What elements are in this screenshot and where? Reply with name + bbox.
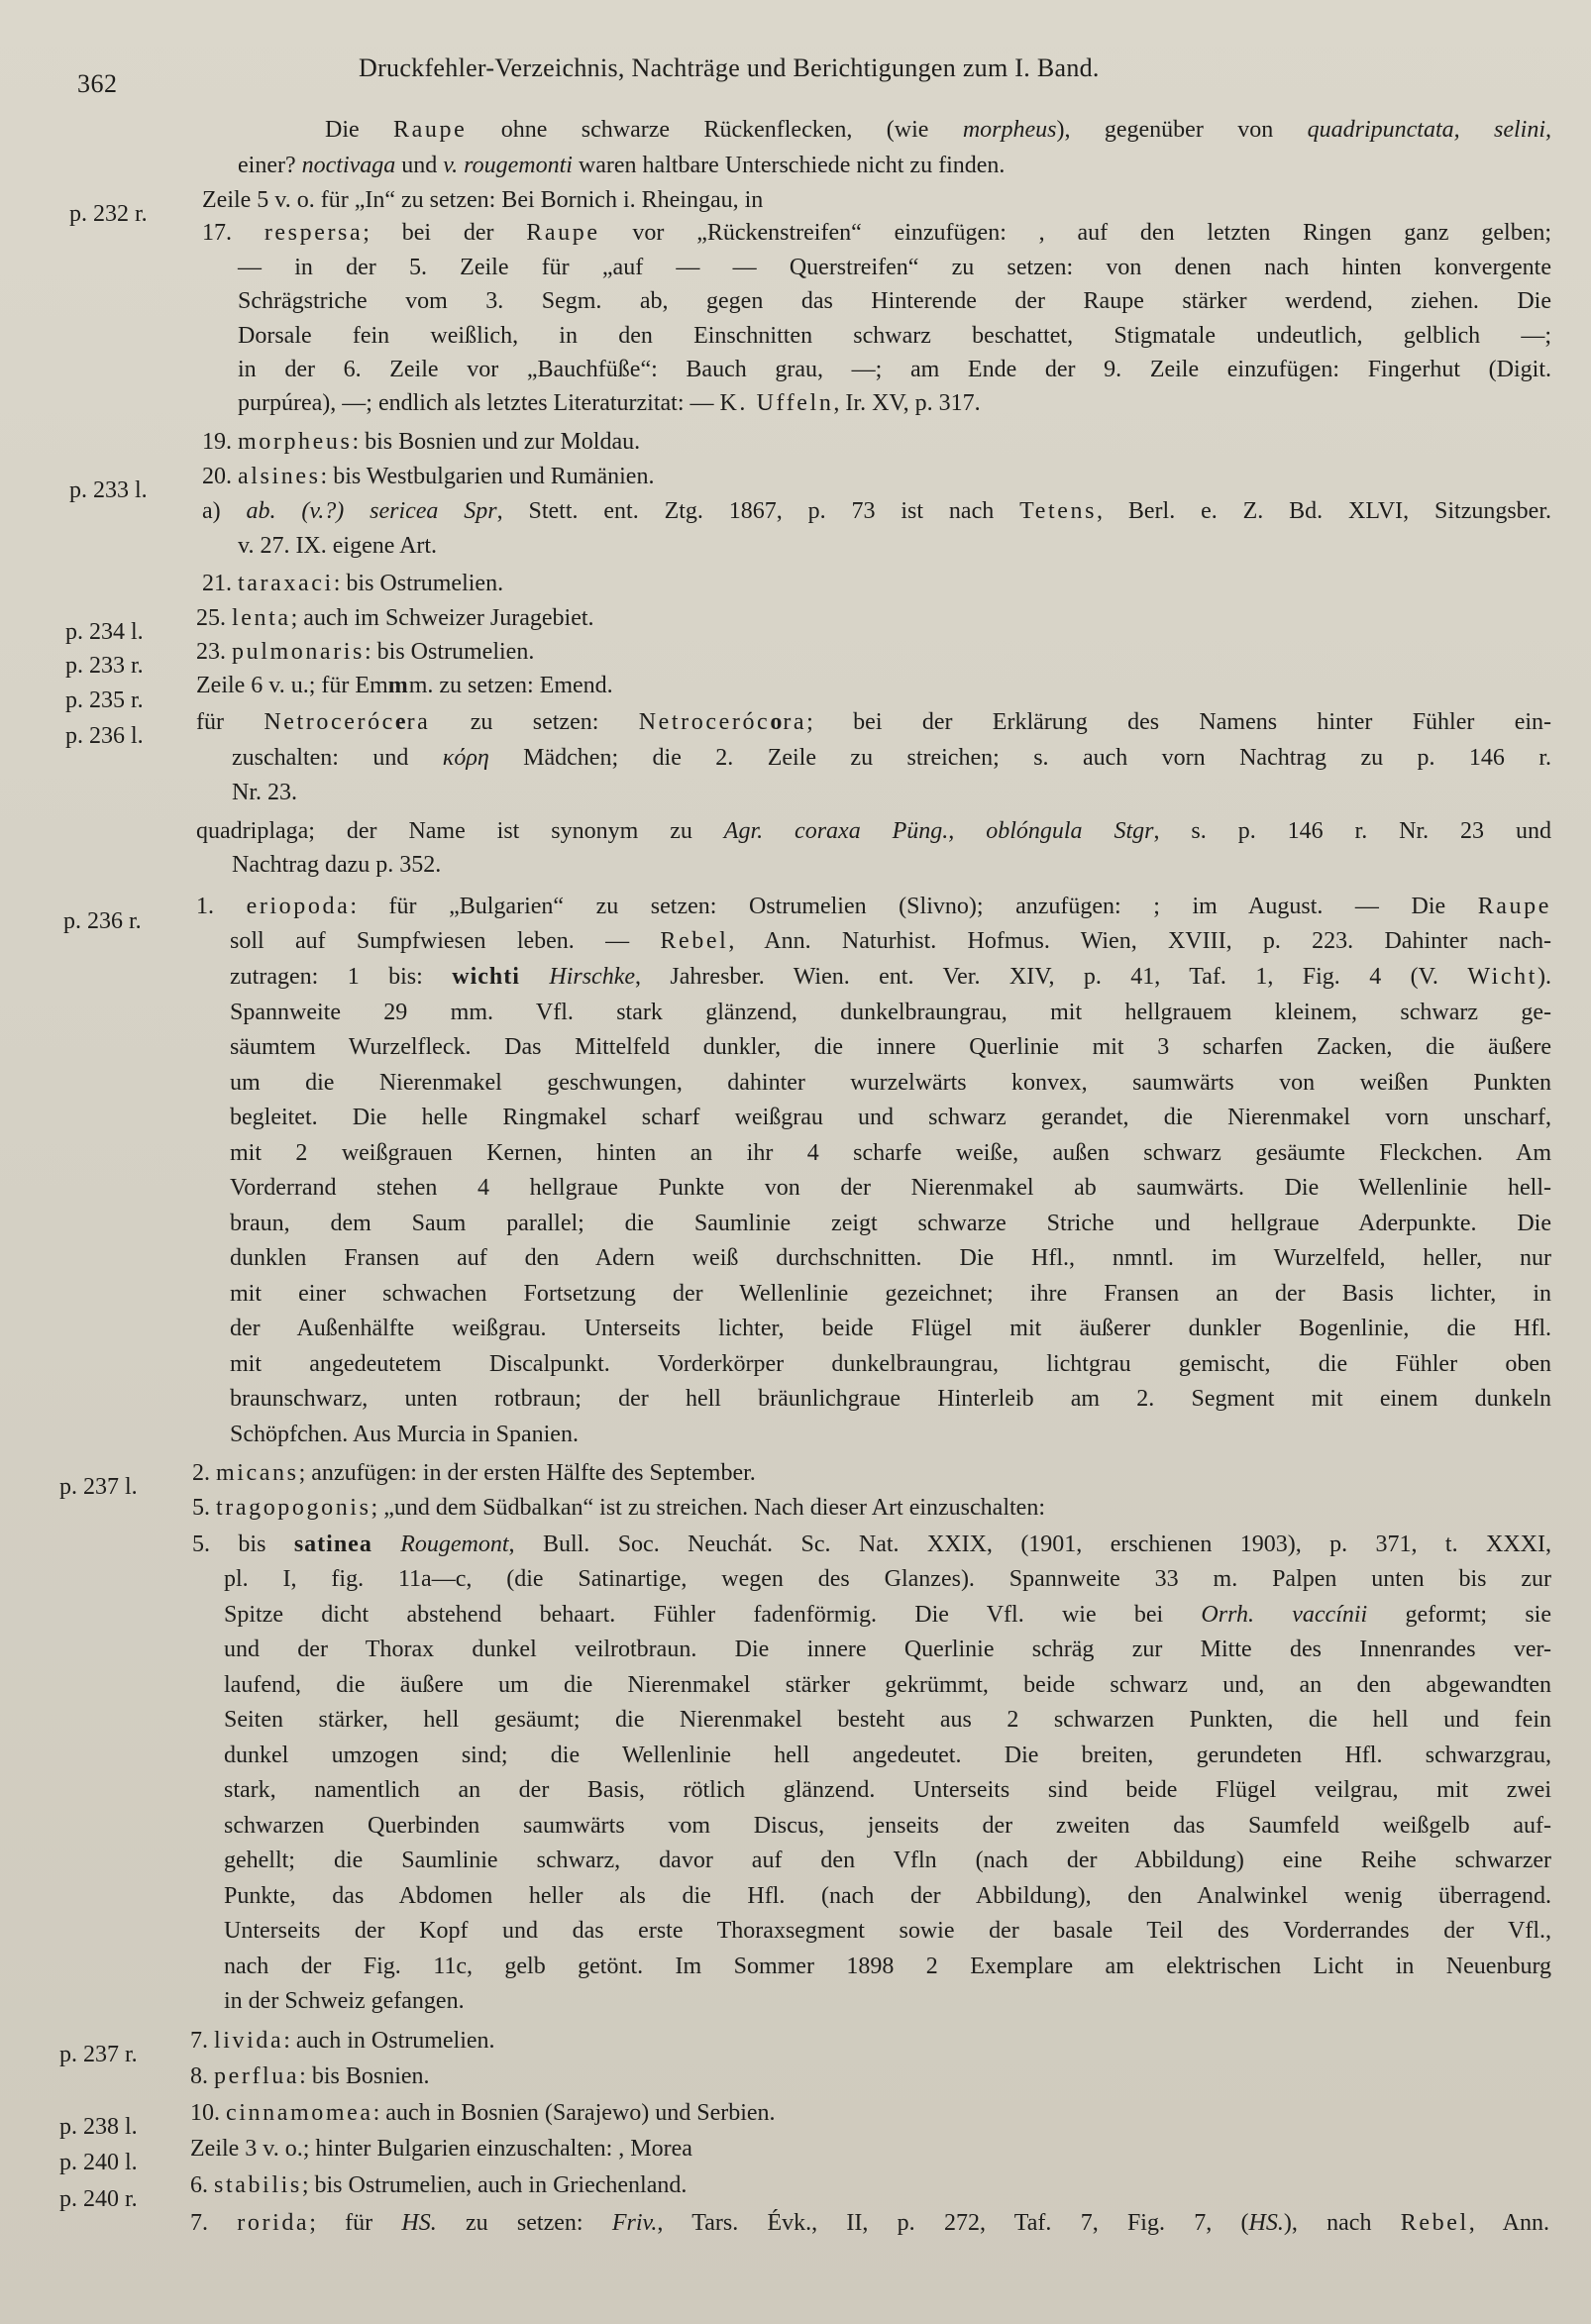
text-line — [224, 1598, 1551, 1632]
text-segment: dunkel umzogen sind; die Wellenlinie hell angedeutet. Die breiten, gerundeten Hfl. schwarzgrau, — [224, 1743, 1551, 1768]
text-segment: , Ann. Naturhist. Hofmus. Wien, XVIII, p. 223. Dahinter nach- — [728, 928, 1552, 954]
text-line — [196, 705, 1551, 739]
text-segment: ). — [1538, 964, 1552, 990]
text-line — [224, 1773, 1551, 1807]
text-segment: 7. — [190, 2028, 214, 2054]
text-segment — [520, 964, 549, 990]
text-segment: 6. — [190, 2172, 214, 2198]
text-segment: HS. — [1248, 2210, 1284, 2236]
text-line — [196, 635, 711, 669]
text-line — [196, 814, 1551, 848]
text-line — [230, 1382, 1551, 1416]
text-segment: ; für — [309, 2210, 402, 2236]
text-segment: , Tars. Évk., II, p. 272, Taf. 7, Fig. 7, ( — [657, 2210, 1249, 2236]
text-segment: um die Nierenmakel geschwungen, dahinter wurzelwärts konvex, saumwärts von weißen Punkten — [230, 1070, 1551, 1096]
text-segment: cinnamomea — [226, 2100, 373, 2126]
text-line — [230, 1101, 1551, 1134]
text-segment: begleitet. Die helle Ringmakel scharf weißgrau und schwarz gerandet, die Nierenmakel vorn unscharf, — [230, 1105, 1551, 1130]
text-segment: schwarzen Querbinden saumwärts vom Discus, jenseits der zweiten das Saumfeld weißgelb auf- — [224, 1813, 1551, 1839]
text-line — [230, 1312, 1551, 1345]
text-segment: quadripunctata, selini, — [1307, 117, 1551, 143]
text-segment: vor „Rückenstreifen“ einzufügen: , auf den letzten Ringen ganz gelben; — [599, 220, 1552, 246]
text-line — [224, 1703, 1551, 1737]
text-segment: 19. — [202, 429, 238, 455]
text-segment: Netroceróc — [638, 709, 771, 735]
text-line — [190, 2168, 874, 2202]
text-line — [196, 601, 751, 635]
text-segment — [372, 1532, 400, 1557]
running-head: Druckfehler-Verzeichnis, Nachträge und Berichtigungen zum I. Band. — [359, 53, 1100, 82]
text-segment: ohne schwarze Rückenflecken, (wie — [467, 117, 963, 143]
text-line — [192, 1491, 1411, 1525]
text-segment: 17. — [202, 220, 265, 246]
text-segment: mit einer schwachen Fortsetzung der Wellenlinie gezeichnet; ihre Fransen an der Basis lichter, in — [230, 1281, 1551, 1307]
text-segment: Dorsale fein weißlich, in den Einschnitten schwarz beschattet, Stigmatale undeutlich, gelblich —; — [238, 323, 1551, 349]
text-segment: Rebel — [1400, 2210, 1469, 2236]
text-segment: : bis Ostrumelien. — [365, 639, 535, 665]
text-line — [238, 353, 1551, 386]
text-segment: Rebel — [660, 928, 729, 954]
text-segment: m. zu setzen: Emend. — [408, 673, 613, 698]
text-segment: ; anzufügen: in der ersten Hälfte des September. — [298, 1460, 756, 1486]
text-segment: Wicht — [1467, 964, 1538, 990]
text-segment: , Bull. Soc. Neuchát. Sc. Nat. XXIX, (1901, erschienen 1903), p. 371, t. XXXI, — [508, 1532, 1551, 1557]
text-segment: Zeile 6 v. u.; für Em — [196, 673, 388, 698]
page-reference: p. 233 r. — [65, 653, 144, 679]
text-line — [232, 776, 351, 809]
text-line — [190, 2060, 517, 2093]
text-segment: 5. — [192, 1495, 216, 1521]
text-segment: ; auch im Schweizer Juragebiet. — [290, 605, 594, 631]
page-reference: p. 236 r. — [63, 908, 142, 934]
text-segment: Seiten stärker, hell gesäumt; die Nierenmakel besteht aus 2 schwarzen Punkten, die hell und fein — [224, 1707, 1551, 1733]
text-segment: Schöpfchen. Aus Murcia in Spanien. — [230, 1422, 579, 1447]
text-segment: Orrh. vaccínii — [1201, 1602, 1368, 1628]
text-line — [192, 1528, 1551, 1561]
text-line — [230, 960, 1551, 994]
text-segment: : auch in Ostrumelien. — [283, 2028, 495, 2054]
text-segment: Tetens — [1019, 498, 1098, 524]
page-reference: p. 237 r. — [59, 2042, 138, 2067]
text-line — [190, 2132, 894, 2166]
text-segment: ), nach — [1283, 2210, 1401, 2236]
text-segment: Spitze dicht abstehend behaart. Fühler fadenförmig. Die Vfl. wie bei — [224, 1602, 1202, 1628]
text-segment: Vorderrand stehen 4 hellgraue Punkte von der Nierenmakel ab saumwärts. Die Wellenlinie hell- — [230, 1175, 1551, 1201]
text-segment: waren haltbare Unterschiede nicht zu finden. — [572, 153, 1006, 178]
text-segment: : bis Bosnien. — [299, 2063, 430, 2089]
text-line — [230, 1277, 1551, 1311]
text-line — [230, 1171, 1551, 1205]
text-line — [202, 183, 1014, 217]
text-segment: v. 27. IX. eigene Art. — [238, 533, 438, 559]
text-segment: Netroceróc — [264, 709, 395, 735]
text-segment: , Berl. e. Z. Bd. XLVI, Sitzungsber. — [1097, 498, 1552, 524]
text-line — [224, 1668, 1551, 1702]
text-segment: morpheus — [238, 429, 353, 455]
text-segment: einer? — [238, 153, 302, 178]
text-segment: : auch in Bosnien (Sarajewo) und Serbien. — [372, 2100, 776, 2126]
page-reference: p. 240 l. — [59, 2150, 138, 2175]
text-segment: ra — [406, 709, 431, 735]
page-reference: p. 238 l. — [59, 2114, 138, 2140]
text-line — [224, 1809, 1551, 1843]
page-reference: p. 237 l. — [59, 1474, 138, 1500]
text-segment: zu setzen: — [436, 2210, 612, 2236]
text-segment: e — [394, 709, 407, 735]
text-line — [196, 890, 1551, 923]
text-segment: a) — [202, 498, 247, 524]
text-line — [202, 216, 1551, 250]
text-segment: für — [196, 709, 265, 735]
text-line — [238, 529, 555, 563]
text-line — [238, 386, 1278, 420]
text-line — [224, 1739, 1551, 1772]
text-segment: K. Uffeln — [719, 390, 834, 416]
text-line — [238, 251, 1551, 284]
text-segment: dunklen Fransen auf den Adern weiß durchschnitten. Die Hfl., nmntl. im Wurzelfeld, heller, nur — [230, 1245, 1551, 1271]
text-line — [190, 2206, 1549, 2240]
text-segment: , Ann. — [1468, 2210, 1550, 2236]
text-segment: 10. — [190, 2100, 226, 2126]
text-segment: geformt; sie — [1367, 1602, 1551, 1628]
text-segment: pulmonaris — [232, 639, 365, 665]
text-line — [224, 1633, 1551, 1666]
text-line — [190, 2096, 983, 2130]
text-segment: 8. — [190, 2063, 214, 2089]
text-segment: tragopogonis — [216, 1495, 371, 1521]
text-segment: Punkte, das Abdomen heller als die Hfl. (nach der Abbildung), den Analwinkel wenig überragend. — [224, 1883, 1551, 1909]
text-segment: , Stett. ent. Ztg. 1867, p. 73 ist nach — [496, 498, 1020, 524]
text-segment: 2. — [192, 1460, 216, 1486]
text-line — [224, 1562, 1551, 1596]
text-line — [202, 425, 816, 459]
page-reference: p. 240 r. — [59, 2186, 138, 2212]
text-segment: mit angedeutetem Discalpunkt. Vorderkörper dunkelbraungrau, lichtgrau gemischt, die Fühler oben — [230, 1351, 1551, 1377]
text-line — [224, 1984, 551, 2018]
text-segment: 1. — [196, 894, 247, 919]
text-line — [230, 1030, 1551, 1064]
text-segment: , Ir. XV, p. 317. — [833, 390, 981, 416]
text-segment: nach der Fig. 11c, gelb getönt. Im Sommer 1898 2 Exemplare am elektrischen Licht in Neuenburg — [224, 1954, 1551, 1979]
text-segment: soll auf Sumpfwiesen leben. — — [230, 928, 661, 954]
page-reference: p. 235 r. — [65, 687, 144, 713]
text-segment: micans — [216, 1460, 299, 1486]
text-segment: ; „und dem Südbalkan“ ist zu streichen. Nach dieser Art einzuschalten: — [371, 1495, 1045, 1521]
text-line — [190, 2024, 616, 2058]
page-reference: p. 233 l. — [69, 477, 148, 503]
text-segment: v. rougemonti — [443, 153, 573, 178]
text-line — [232, 848, 549, 882]
text-segment: Die — [325, 117, 394, 143]
text-segment: satinea — [293, 1532, 372, 1557]
text-segment: Raupe — [526, 220, 600, 246]
text-line — [238, 149, 1288, 182]
text-segment: noctivaga — [301, 153, 396, 178]
text-line — [238, 319, 1551, 353]
text-segment: 5. bis — [192, 1532, 294, 1557]
text-segment: respersa — [264, 220, 364, 246]
text-line — [224, 1950, 1551, 1983]
text-line — [230, 1207, 1551, 1240]
text-segment: Friv. — [611, 2210, 658, 2236]
text-segment: Agr. coraxa Püng., oblóngula Stgr — [723, 818, 1154, 844]
text-line — [230, 1066, 1551, 1100]
text-segment: ; bis Ostrumelien, auch in Griechenland. — [301, 2172, 688, 2198]
text-segment: 25. — [196, 605, 232, 631]
text-segment: eriopoda — [246, 894, 351, 919]
text-segment: κόρη — [442, 745, 489, 771]
text-segment: morpheus — [962, 117, 1057, 143]
text-segment: ; bei der Erklärung des Namens hinter Fühler ein- — [806, 709, 1552, 735]
text-segment: Raupe — [1477, 894, 1551, 919]
text-segment: purpúrea), —; endlich als letztes Literaturzitat: — — [238, 390, 720, 416]
text-segment: Unterseits der Kopf und das erste Thoraxsegment sowie der basale Teil des Vorderrandes der Vfl., — [224, 1918, 1551, 1944]
text-line — [230, 924, 1551, 958]
text-segment: Schrägstriche vom 3. Segm. ab, gegen das Hinterende der Raupe stärker werdend, ziehen. Die — [238, 288, 1551, 314]
text-segment: stabilis — [214, 2172, 302, 2198]
text-segment: und der Thorax dunkel veilrotbraun. Die innere Querlinie schräg zur Mitte des Innenrandes ver- — [224, 1637, 1551, 1662]
text-segment: m — [387, 673, 409, 698]
text-segment: alsines — [238, 464, 321, 489]
page-number: 362 — [77, 69, 118, 98]
text-line — [238, 284, 1551, 318]
page-reference: p. 232 r. — [69, 201, 148, 227]
text-segment: pl. I, fig. 11a—c, (die Satinartige, wegen des Glanzes). Spannweite 33 m. Palpen unten bis zur — [224, 1566, 1551, 1592]
text-segment: säumtem Wurzelfleck. Das Mittelfeld dunkler, die innere Querlinie mit 3 scharfen Zacken, die äußere — [230, 1034, 1551, 1060]
text-segment: zuschalten: und — [232, 745, 443, 771]
text-segment: Spannweite 29 mm. Vfl. stark glänzend, dunkelbraungrau, mit hellgrauem kleinem, schwarz ge- — [230, 1000, 1551, 1025]
text-segment: : bis Ostrumelien. — [333, 571, 504, 596]
text-segment: o — [770, 709, 784, 735]
text-segment: quadriplaga; der Name ist synonym zu — [196, 818, 724, 844]
text-segment: perflua — [214, 2063, 300, 2089]
text-segment: braun, dem Saum parallel; die Saumlinie zeigt schwarze Striche und hellgraue Aderpunkte. Die — [230, 1211, 1551, 1236]
text-line — [230, 1136, 1551, 1170]
text-segment: braunschwarz, unten rotbraun; der hell bräunlichgraue Hinterleib am 2. Segment mit einem dunkeln — [230, 1386, 1551, 1412]
text-segment: in der Schweiz gefangen. — [224, 1988, 465, 2014]
text-line — [224, 1879, 1551, 1913]
text-segment: Nachtrag dazu p. 352. — [232, 852, 442, 878]
text-line — [325, 113, 1551, 147]
text-line — [202, 567, 618, 600]
text-segment: Zeile 5 v. o. für „In“ zu setzen: Bei Bornich i. Rheingau, in — [202, 187, 764, 213]
text-segment: in der 6. Zeile vor „Bauchfüße“: Bauch grau, —; am Ende der 9. Zeile einzufügen: Fingerhut (Digit. — [238, 357, 1551, 382]
text-segment: ), gegenüber von — [1056, 117, 1308, 143]
text-segment: Raupe — [393, 117, 468, 143]
text-segment: und — [395, 153, 444, 178]
text-segment: Zeile 3 v. o.; hinter Bulgarien einzuschalten: , Morea — [190, 2136, 692, 2162]
text-segment: laufend, die äußere um die Nierenmakel stärker gekrümmt, beide schwarz und, an den abgewandten — [224, 1672, 1551, 1698]
text-segment: der Außenhälfte weißgrau. Unterseits lichter, beide Flügel mit äußerer dunkler Bogenlinie, die Hfl. — [230, 1316, 1551, 1341]
text-line — [224, 1844, 1551, 1877]
text-line — [202, 460, 836, 493]
text-segment: Rougemont — [400, 1532, 509, 1557]
text-segment: livida — [214, 2028, 284, 2054]
text-segment: ; bei der — [363, 220, 527, 246]
text-segment: ra — [783, 709, 807, 735]
text-segment: , Jahresber. Wien. ent. Ver. XIV, p. 41, Taf. 1, Fig. 4 (V. — [635, 964, 1468, 990]
text-line — [230, 1347, 1551, 1381]
page-reference: p. 234 l. — [65, 619, 144, 645]
text-line — [230, 1418, 725, 1451]
text-segment: 23. — [196, 639, 232, 665]
text-segment: HS. — [401, 2210, 437, 2236]
text-segment: , s. p. 146 r. Nr. 23 und — [1153, 818, 1551, 844]
text-segment: Mädchen; die 2. Zeile zu streichen; s. auch vorn Nachtrag zu p. 146 r. — [488, 745, 1552, 771]
page-reference: p. 236 l. — [65, 723, 144, 749]
text-segment: zutragen: 1 bis: — [230, 964, 453, 990]
text-line — [192, 1456, 985, 1490]
text-line — [232, 741, 1551, 775]
text-segment: 7. — [190, 2210, 238, 2236]
text-segment: : bis Westbulgarien und Rumänien. — [320, 464, 655, 489]
text-segment: Nr. 23. — [232, 780, 297, 805]
text-line — [224, 1914, 1551, 1948]
text-segment: — in der 5. Zeile für „auf — — Querstreifen“ zu setzen: von denen nach hinten konvergente — [238, 255, 1551, 280]
text-line — [202, 494, 1551, 528]
text-line — [230, 1241, 1551, 1275]
text-line — [230, 996, 1551, 1029]
text-segment: gehellt; die Saumlinie schwarz, davor auf den Vfln (nach der Abbildung) eine Reihe schwarzer — [224, 1848, 1551, 1873]
text-segment: : bis Bosnien und zur Moldau. — [352, 429, 641, 455]
text-segment: stark, namentlich an der Basis, rötlich glänzend. Unterseits sind beide Flügel veilgrau, mit zwei — [224, 1777, 1551, 1803]
text-segment: rorida — [237, 2210, 310, 2236]
text-segment: : für „Bulgarien“ zu setzen: Ostrumelien (Slivno); anzufügen: ; im August. — Die — [350, 894, 1478, 919]
text-segment: 21. — [202, 571, 238, 596]
text-segment: wichti — [452, 964, 520, 990]
text-segment: lenta — [232, 605, 291, 631]
text-segment: taraxaci — [238, 571, 334, 596]
text-line — [196, 669, 791, 702]
text-segment: zu setzen: — [430, 709, 639, 735]
text-segment: ab. (v.?) sericea Spr — [246, 498, 497, 524]
text-segment: Hirschke — [549, 964, 635, 990]
text-segment: 20. — [202, 464, 238, 489]
text-segment: mit 2 weißgrauen Kernen, hinten an ihr 4 scharfe weiße, außen schwarz gesäumte Fleckchen. Am — [230, 1140, 1551, 1166]
